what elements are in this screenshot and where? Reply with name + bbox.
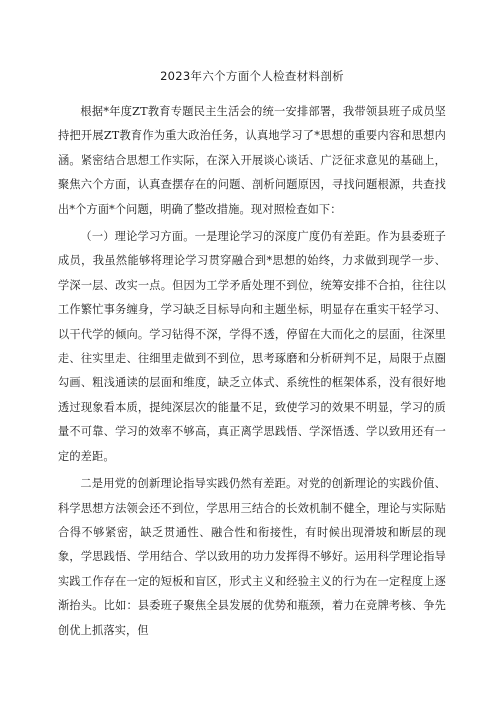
- paragraph-theory-study: （一）理论学习方面。一是理论学习的深度广度仍有差距。作为县委班子成员，我虽然能够将理论学习贯穿融合到*思想的始终，力求做到现学一步、学深一层、改实一点。但因为工学矛盾处理不到位，统筹安排不合拍，往往以工作繁忙事务缠身，学习缺乏目标导向和主题坐标，明显存在重实干轻学习、以干代学的倾向。学习钻得不深，学得不透，停留在大而化之的层面，往深里走、往实里走、往细里走做到不到位，思考琢磨和分析研判不足，局限于点圈勾画、粗浅通读的层面和维度，缺乏立体式、系统性的框架体系，没有很好地透过现象看本质，提纯深层次的能量不足，致使学习的效果不明显，学习的质量不可靠、学习的效率不够高，真正离学思践悟、学深悟透、学以致用还有一定的差距。: [58, 230, 446, 463]
- document-title: 2023年六个方面个人检查材料剖析: [160, 69, 344, 83]
- paragraph-theory-practice: 二是用党的创新理论指导实践仍然有差距。对党的创新理论的实践价值、科学思想方法领会还不到位，学思用三结合的长效机制不健全，理论与实际贴合得不够紧密，缺乏贯通性、融合性和衔接性，有时候出现滑坡和断层的现象，学思践悟、学用结合、学以致用的功力发挥得不够好。运用科学理论指导实践工作存在一定的短板和盲区，形式主义和经验主义的行为在一定程度上逐渐抬头。比如：县委班子聚焦全县发展的优势和瓶颈，着力在竞牌考核、争先创优上抓落实，但: [58, 477, 446, 637]
- paragraph-intro: 根据*年度ZT教育专题民主生活会的统一安排部署，我带领县班子成员坚持把开展ZT教育作为重大政治任务，认真地学习了*思想的重要内容和思想内涵。紧密结合思想工作实际，在深入开展谈心谈话、广泛征求意见的基础上，聚焦六个方面，认真查摆存在的问题、剖析问题原因，寻找问题根源，共查找出*个方面*个问题，明确了整改措施。现对照检查如下：: [58, 105, 446, 216]
